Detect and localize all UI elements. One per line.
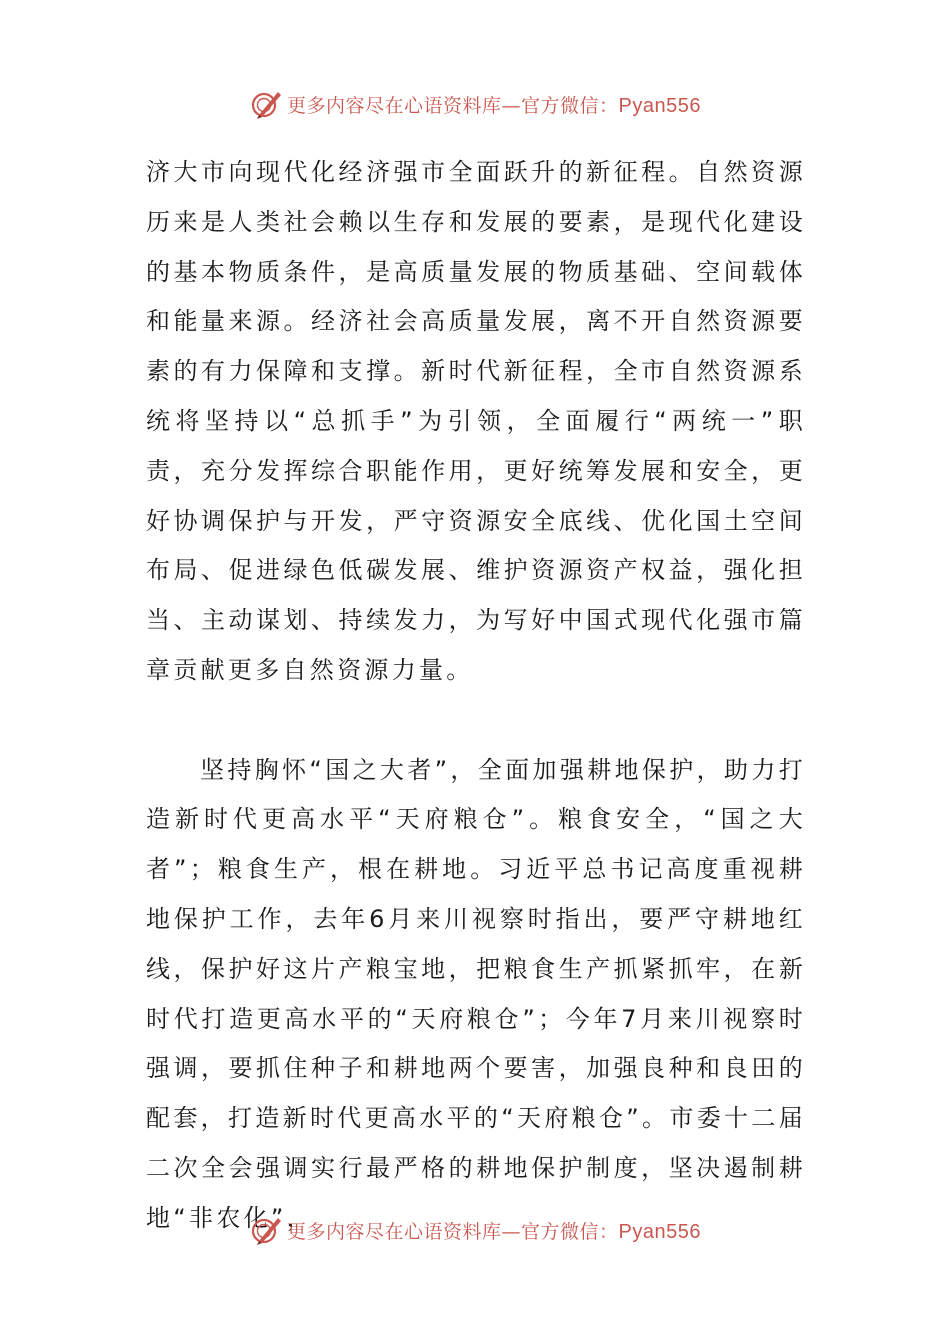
pen-logo-icon — [249, 1213, 283, 1247]
pen-logo-icon — [249, 87, 283, 121]
wechat-id: Pyan556 — [618, 94, 701, 117]
footer-watermark — [0, 1210, 950, 1250]
header-watermark — [0, 84, 950, 124]
body-paragraph: 济大市向现代化经济强市全面跃升的新征程。自然资源历来是人类社会赖以生存和发展的要素，是现代化建设的基本物质条件，是高质量发展的物质基础、空间载体和能量来源。经济社会高质量发展，离不开自然资源要素的有力保障和支撑。新时代新征程，全市自然资源系统将坚持以“总抓手”为引领，全面履行“两统一”职责，充分发挥综合职能作用，更好统筹发展和安全，更好协调保护与开发，严守资源安全底线、优化国土空间布局、促进绿色低碳发展、维护资源资产权益，强化担当、主动谋划、持续发力，为写好中国式现代化强市篇章贡献更多自然资源力量。 — [146, 158, 806, 684]
paragraph-spacer — [146, 696, 806, 746]
watermark-text: 更多内容尽在心语资料库—官方微信：Pyan556 — [287, 1220, 701, 1243]
wechat-id: Pyan556 — [618, 1220, 701, 1243]
body-paragraph: 坚持胸怀“国之大者”，全面加强耕地保护，助力打造新时代更高水平“天府粮仓”。粮食安全，“国之大者”；粮食生产，根在耕地。习近平总书记高度重视耕地保护工作，去年6月来川视察时指出，要严守耕地红线，保护好这片产粮宝地，把粮食生产抓紧抓牢，在新时代打造更高水平的“天府粮仓”；今年7月来川视察时强调，要抓住种子和耕地两个要害，加强良种和良田的配套，打造新时代更高水平的“天府粮仓”。市委十二届二次全会强调实行最严格的耕地保护制度，坚决遏制耕地“非农化”， — [146, 755, 806, 1232]
watermark-text: 更多内容尽在心语资料库—官方微信：Pyan556 — [287, 94, 701, 117]
document-body — [146, 148, 806, 1244]
